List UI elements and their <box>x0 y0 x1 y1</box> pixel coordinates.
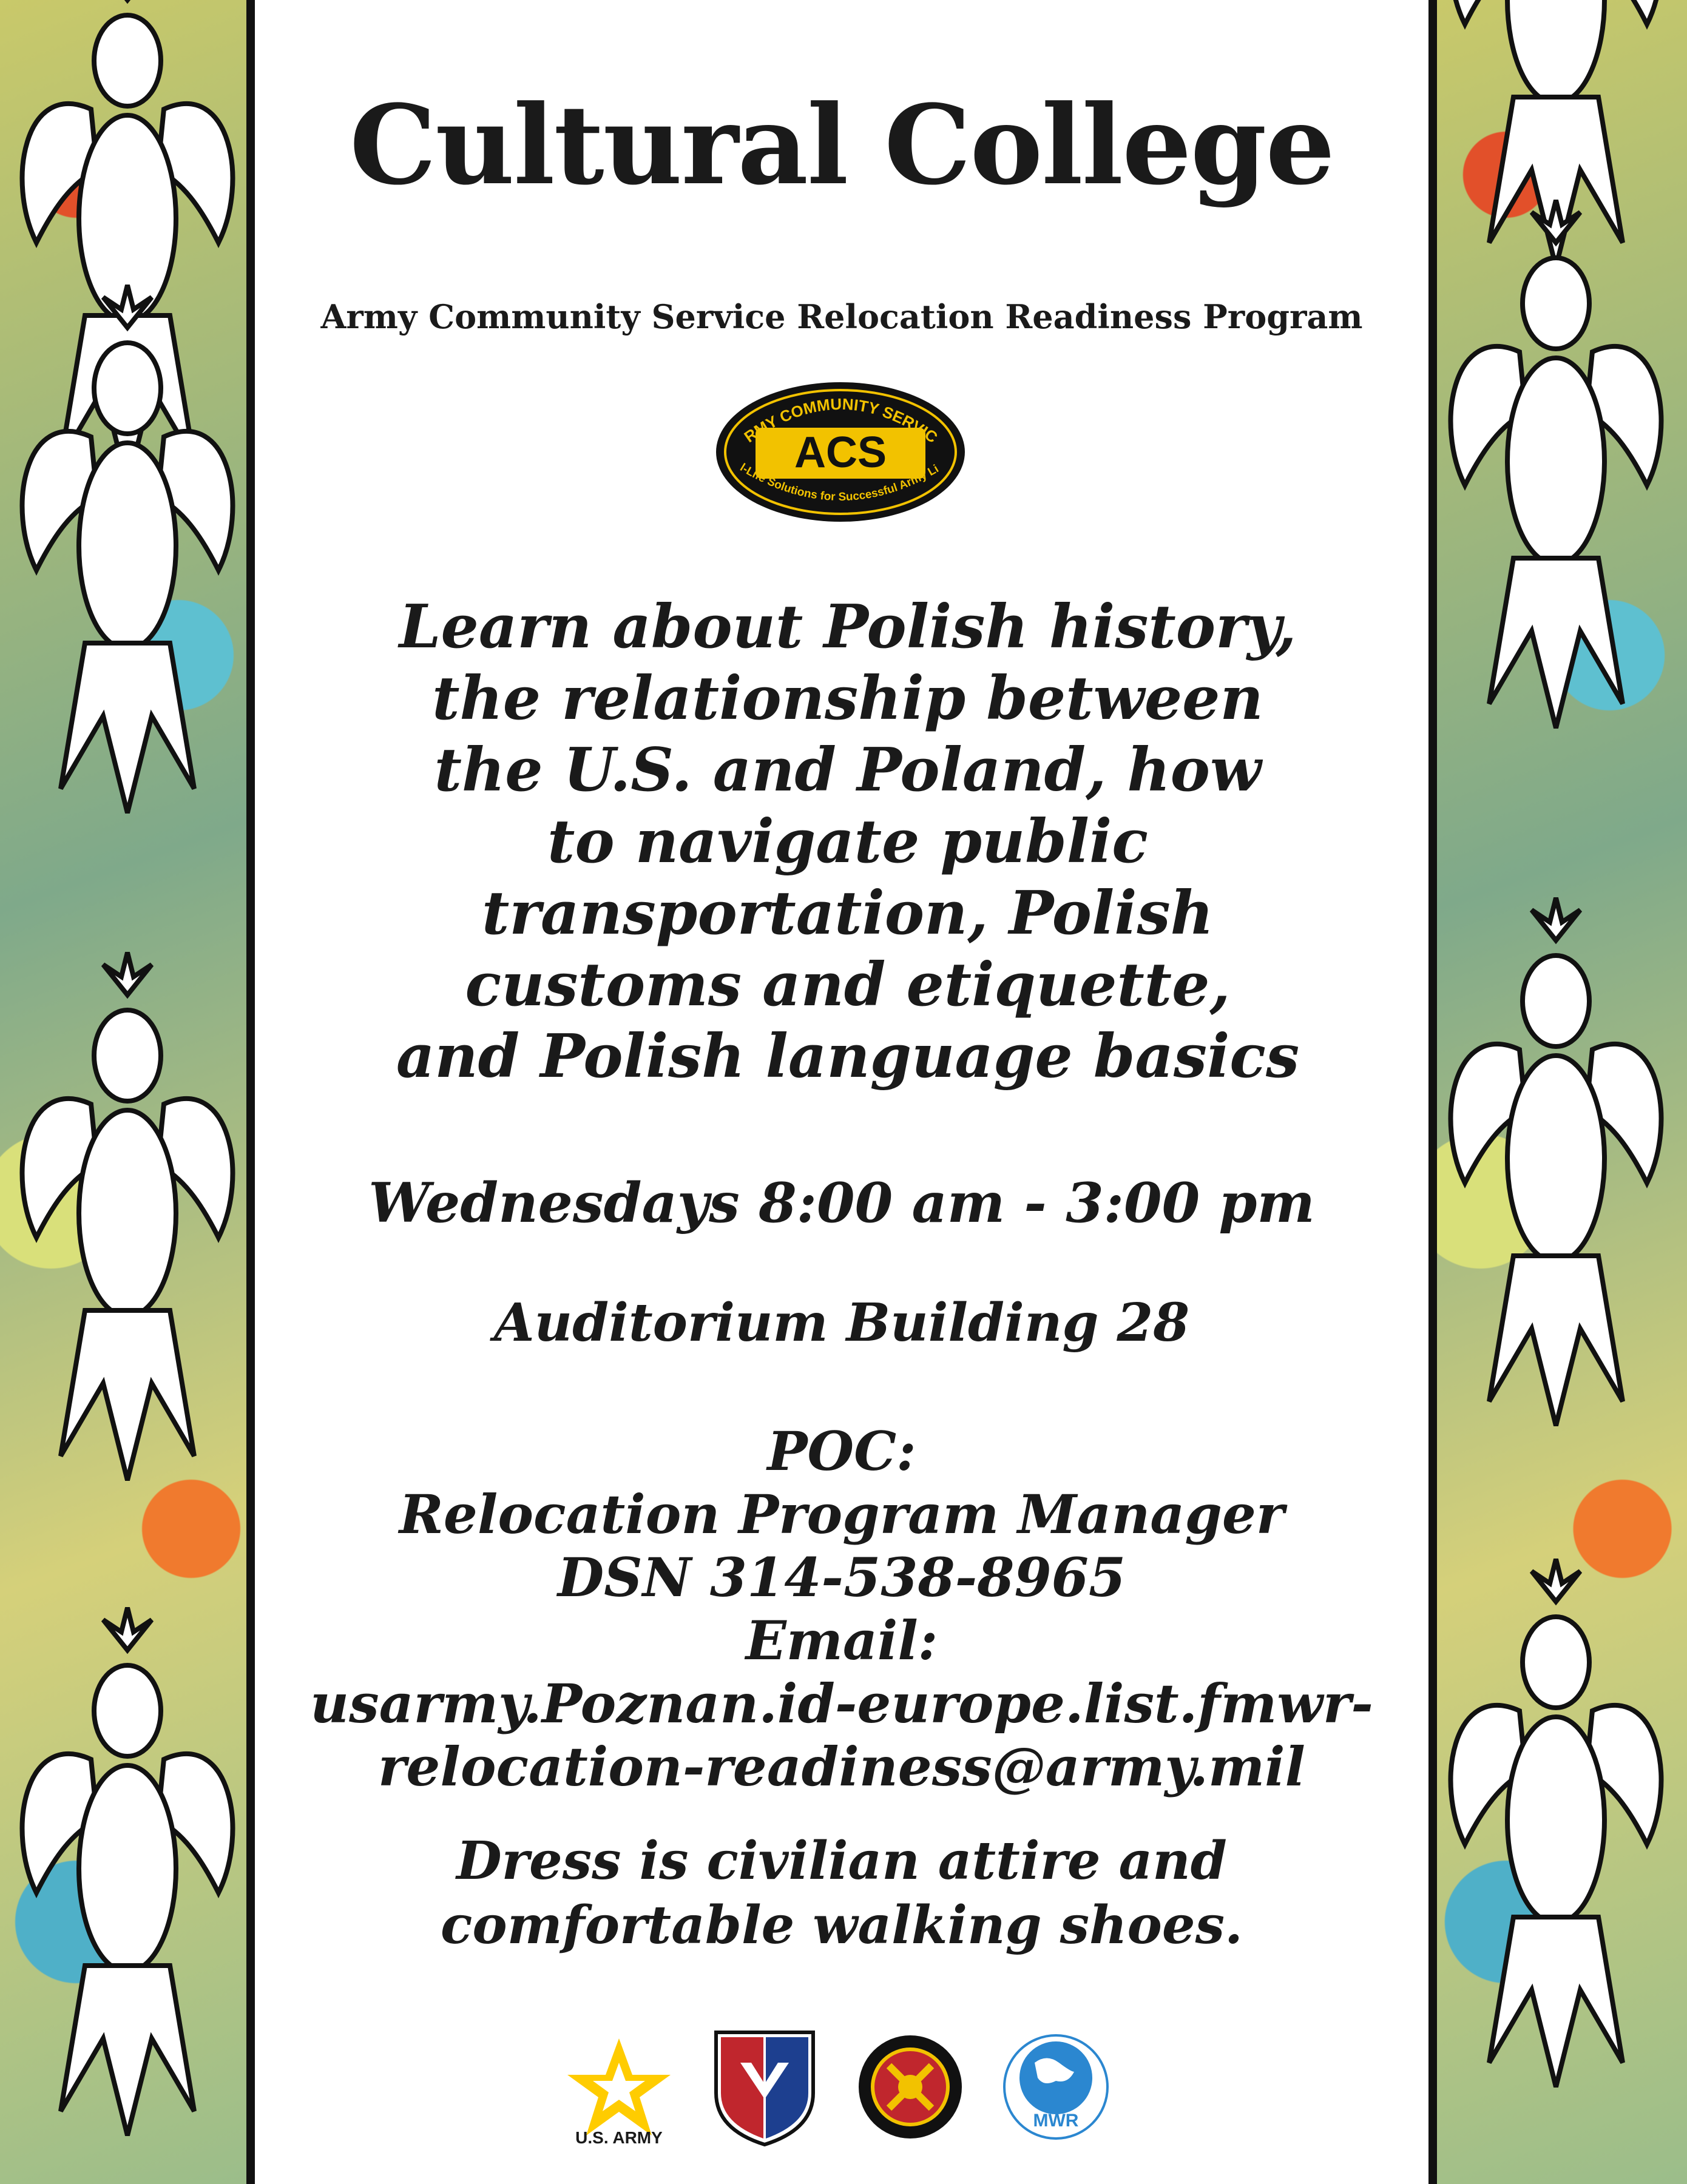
poc-role: Relocation Program Manager <box>399 1483 1285 1546</box>
flyer-title: Cultural College <box>349 81 1334 209</box>
polish-eagle-icon <box>1428 170 1683 837</box>
footer-logos <box>564 2026 1123 2148</box>
dress-code-text <box>376 1829 1307 1958</box>
left-decorative-band <box>0 0 255 2184</box>
army-mwr-globe-icon <box>1001 2026 1111 2148</box>
email-label: Email: <box>745 1609 938 1672</box>
polish-eagle-icon <box>1428 868 1683 1535</box>
schedule-text: Wednesdays 8:00 am - 3:00 pm <box>368 1171 1315 1235</box>
polish-eagle-icon <box>0 255 255 922</box>
polish-eagle-icon <box>0 1577 255 2184</box>
polish-eagle-icon <box>0 922 255 1589</box>
right-decorative-band <box>1428 0 1687 2184</box>
acs-logo-top-text: RMY COMMUNITY SERVIC <box>740 394 941 447</box>
poc-phone: DSN 314-538-8965 <box>557 1546 1126 1609</box>
program-description: Learn about Polish history, the relationship between the U.S. and Poland, how to navigate public transportation, Polish customs and etiquette, and Polish language basics <box>396 592 1300 1091</box>
email-address-line-1: usarmy.Poznan.id-europe.list.fmwr- <box>310 1672 1373 1735</box>
email-address-line-2: relocation-readiness@army.mil <box>378 1735 1305 1798</box>
installation-management-crest-icon <box>856 2026 965 2148</box>
army-star-icon <box>564 2026 674 2148</box>
location-text: Auditorium Building 28 <box>493 1292 1190 1353</box>
dress-code-line-1: Dress is civilian attire and <box>456 1830 1227 1892</box>
acs-logo-center-text: ACS <box>794 428 887 477</box>
flyer-subtitle: Army Community Service Relocation Readiness Program <box>320 297 1363 336</box>
flyer-content <box>255 0 1428 2184</box>
polish-eagle-icon <box>1428 1529 1683 2184</box>
army-materiel-command-shield-icon <box>710 2026 819 2148</box>
contact-block <box>291 1420 1392 1798</box>
acs-logo <box>713 379 968 525</box>
poc-label: POC: <box>767 1420 916 1483</box>
mwr-text: MWR <box>1033 2111 1079 2131</box>
acs-logo-bottom-text: l-Life Solutions for Successful Army Li <box>737 461 941 504</box>
dress-code-line-2: comfortable walking shoes. <box>441 1895 1243 1956</box>
army-caption: U.S. ARMY <box>575 2128 663 2147</box>
